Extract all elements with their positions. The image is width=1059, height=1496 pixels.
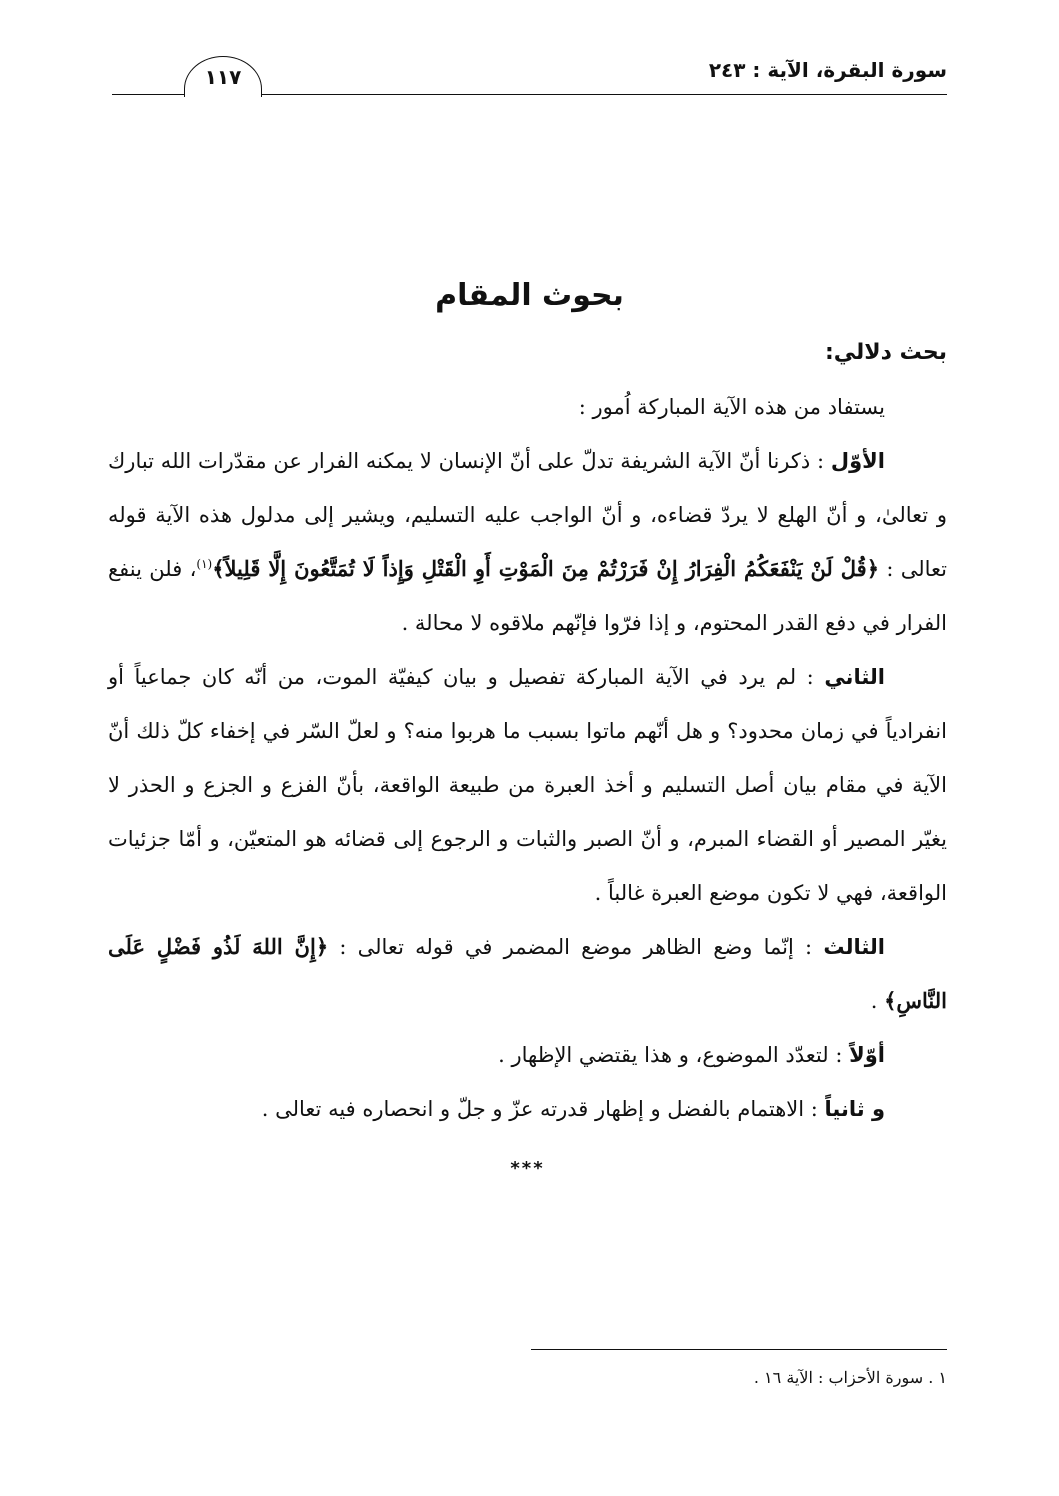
paragraph-second-lead: الثاني	[824, 665, 885, 689]
section-separator: ***	[510, 1158, 545, 1179]
reason-first-text: : لتعدّد الموضوع، و هذا يقتضي الإظهار .	[498, 1043, 850, 1067]
footnote: ١ . سورة الأحزاب : الآية ١٦ .	[753, 1368, 947, 1387]
paragraph-second	[108, 650, 947, 920]
paragraph-first-text: : ذكرنا أنّ الآية الشريفة تدلّ على أنّ الإنسان لا يمكنه الفرار عن مقدّرات الله تبارك و تعالىٰ، و أنّ الهلع لا يردّ قضاءه، و أنّ الواجب عليه التسليم، ويشير إلى مدلول هذه الآية قوله تعالى :	[108, 449, 948, 581]
paragraph-first	[108, 434, 947, 650]
section-title: بحوث المقام	[435, 278, 624, 314]
reason-first-lead: أوّلاً	[849, 1043, 885, 1067]
paragraph-second-text: : لم يرد في الآية المباركة تفصيل و بيان كيفيّة الموت، من أنّه كان جماعياً أو انفرادياً في زمان محدود؟ و هل أنّهم ماتوا بسبب ما هربوا منه؟ و لعلّ السّر في إخفاء كلّ ذلك أنّ الآية في مقام بيان أصل التسليم و أخذ العبرة من طبيعة الواقعة، بأنّ الفزع و الجزع و الحذر لا يغيّر المصير أو القضاء المبرم، و أنّ الصبر والثبات و الرجوع إلى قضائه هو المتعيّن، و أمّا جزئيات الواقعة، فهي لا تكون موضع العبرة غالباً .	[108, 665, 947, 905]
reason-first	[108, 1028, 947, 1082]
reason-second-text: : الاهتمام بالفضل و إظهار قدرته عزّ و جلّ و انحصاره فيه تعالى .	[261, 1097, 825, 1121]
paragraph-first-lead: الأوّل	[830, 449, 885, 473]
page-header	[112, 48, 947, 100]
body-text	[108, 326, 947, 1196]
reason-second-lead: و ثانياً	[824, 1097, 885, 1121]
subheading: بحث دلالي:	[824, 340, 947, 365]
quran-verse-first: ﴿قُلْ لَنْ يَنْفَعَكُمُ الْفِرَارُ إِنْ فَرَرْتُمْ مِنَ الْمَوْتِ أَوِ الْقَتْلِ وَإِذاً لَا تُمَتَّعُونَ إِلَّا قَلِيلاً﴾	[212, 556, 880, 581]
paragraph-first-text-continued: ، فلن ينفع الفرار في دفع القدر المحتوم، و إذا فرّوا فإنّهم ملاقوه لا محالة .	[108, 557, 947, 635]
paragraph-third-text-continued: .	[870, 989, 885, 1013]
running-title: سورة البقرة، الآية : ٢٤٣	[708, 58, 947, 82]
paragraph-third-lead: الثالث	[823, 935, 886, 959]
paragraph-third-text: : إنّما وضع الظاهر موضع المضمر في قوله تعالى :	[328, 935, 824, 959]
reason-second	[108, 1082, 947, 1136]
footnote-reference: (١)	[196, 557, 213, 571]
intro-paragraph: يستفاد من هذه الآية المباركة اُمور :	[578, 395, 885, 419]
footnote-rule	[531, 1349, 947, 1350]
quran-verse-third: ﴿إِنَّ اللهَ لَذُو فَضْلٍ عَلَى النَّاسِ﴾	[108, 934, 947, 1013]
page-number: ١١٧	[184, 56, 262, 97]
paragraph-third	[108, 920, 947, 1028]
